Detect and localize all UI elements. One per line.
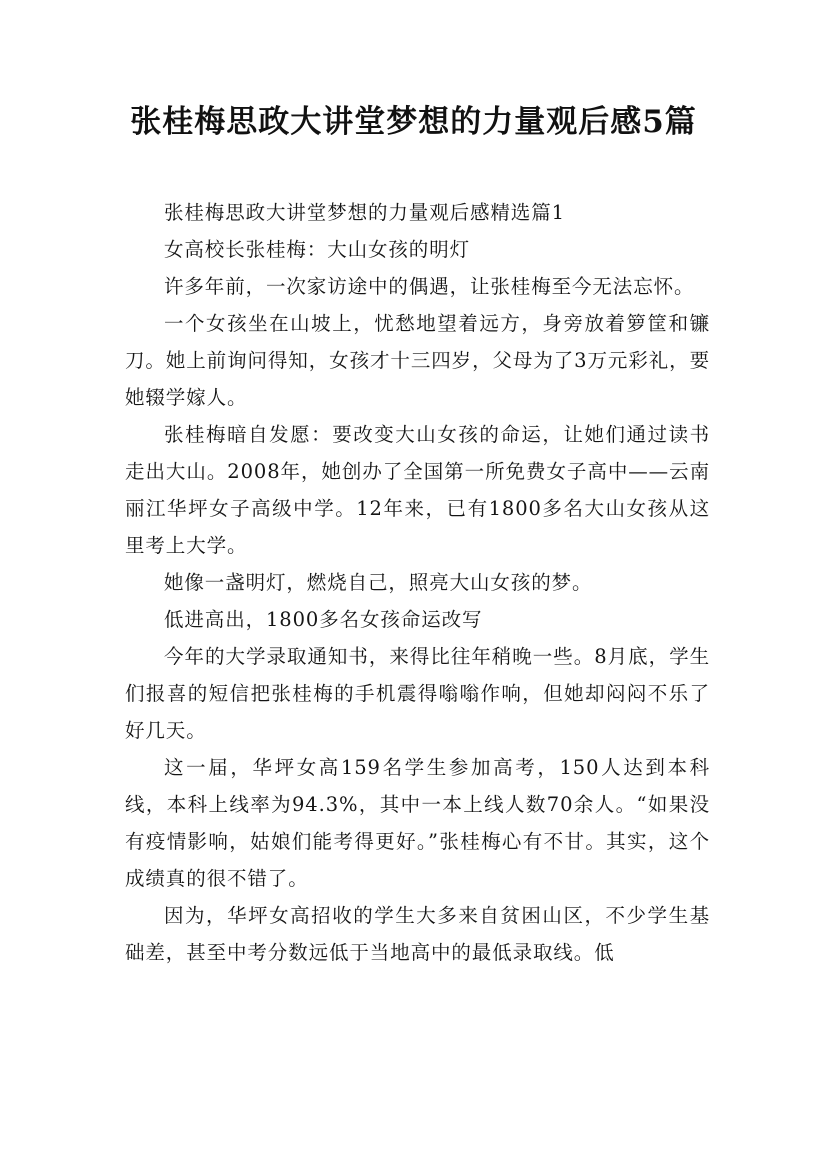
paragraph: 许多年前，一次家访途中的偶遇，让张桂梅至今无法忘怀。 [164,275,695,298]
paragraph: 因为，华坪女高招收的学生大多来自贫困山区，不少学生基础差，甚至中考分数远低于当地高中的最低录取线。低 [125,904,710,964]
paragraph: 今年的大学录取通知书，来得比往年稍晚一些。8月底，学生们报喜的短信把张桂梅的手机震得嗡嗡作响，但她却闷闷不乐了好几天。 [125,645,710,742]
paragraph: 这一届，华坪女高159名学生参加高考，150人达到本科线，本科上线率为94.3%，其中一本上线人数70余人。“如果没有疫情影响，姑娘们能考得更好。”张桂梅心有不甘。其实，这个成绩真的很不错了。 [125,756,710,890]
paragraph: 一个女孩坐在山坡上，忧愁地望着远方，身旁放着箩筐和镰刀。她上前询问得知，女孩才十三四岁，父母为了3万元彩礼，要她辍学嫁人。 [125,312,710,409]
paragraph: 张桂梅暗自发愿：要改变大山女孩的命运，让她们通过读书走出大山。2008年，她创办了全国第一所免费女子高中——云南丽江华坪女子高级中学。12年来，已有1800多名大山女孩从这里考上大学。 [125,423,710,557]
paragraph: 低进高出，1800多名女孩命运改写 [164,608,483,631]
paragraph: 张桂梅思政大讲堂梦想的力量观后感精选篇1 [164,201,565,224]
paragraph: 女高校长张桂梅：大山女孩的明灯 [164,238,471,261]
paragraph: 她像一盏明灯，燃烧自己，照亮大山女孩的梦。 [164,571,593,594]
document-body [125,194,710,971]
document-title: 张桂梅思政大讲堂梦想的力量观后感5篇 [130,104,697,140]
